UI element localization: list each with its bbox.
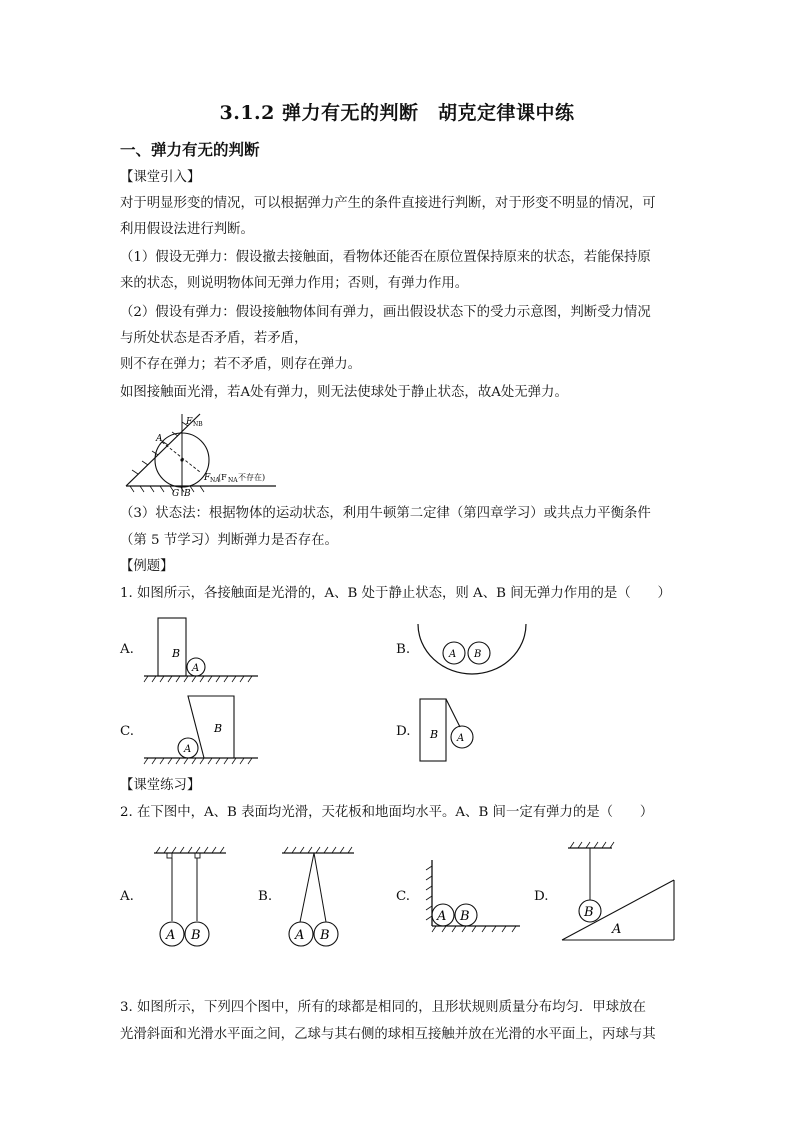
q1b-ball-b: B (474, 649, 482, 660)
fna-note: (F (218, 473, 227, 482)
q2b-ball-a: A (295, 928, 305, 943)
fna-note-subscript: NA (228, 477, 238, 484)
q1-option-c-label: C. (120, 724, 135, 739)
method3-line: （第 5 节学习）判断弹力是否存在。 (120, 533, 338, 548)
q2-option-d-label: D. (534, 889, 549, 904)
q2c-ball-a: A (437, 909, 447, 924)
point-a-label: A (156, 434, 163, 444)
method3-line: （3）状态法：根据物体的运动状态，利用牛顿第二定律（第四章学习）或共点力平衡条件 (120, 506, 651, 521)
q2b-ball-b: B (320, 928, 330, 943)
method2-line: 与所处状态是否矛盾，若矛盾， (120, 331, 308, 346)
page-title: 3.1.2 弹力有无的判断 胡克定律课中练 (219, 102, 575, 124)
incline-ball-figure (118, 410, 288, 500)
q1-option-d-label: D. (396, 724, 411, 739)
q1-figure-b (412, 612, 532, 677)
q2-option-a-label: A. (120, 889, 134, 904)
method1-line: （1）假设无弹力：假设撤去接触面，看物体还能否在原位置保持原来的状态，若能保持原 (120, 250, 651, 265)
q2-option-b-label: B. (258, 889, 273, 904)
practice-label: 【课堂练习】 (120, 778, 201, 793)
point-b-label: B (184, 489, 191, 499)
intro-label: 【课堂引入】 (120, 170, 201, 185)
example-line: 如图接触面光滑，若A处有弹力，则无法使球处于静止状态，故A处无弹力。 (120, 385, 568, 400)
q1a-ball-a: A (192, 663, 200, 674)
q1c-block-b: B (214, 722, 223, 735)
question-3-line: 光滑斜面和光滑水平面之间，乙球与其右侧的球相互接触并放在光滑的水平面上，丙球与其 (120, 1027, 656, 1042)
q2c-ball-b: B (460, 909, 470, 924)
question-2: 2. 在下图中，A、B 表面均光滑，天花板和地面均水平。A、B 间一定有弹力的是（ ） (120, 805, 654, 820)
q1-figure-c (140, 690, 265, 770)
method2-line: 则不存在弹力；若不矛盾，则存在弹力。 (120, 357, 362, 372)
method2-line: （2）假设有弹力：假设接触物体间有弹力，画出假设状态下的受力示意图，判断受力情况 (120, 305, 651, 320)
q2-figure-a (150, 843, 230, 953)
fna-label: F (204, 473, 211, 483)
question-1: 1. 如图所示，各接触面是光滑的，A、B 处于静止状态，则 A、B 间无弹力作用的是（ ） (120, 586, 671, 601)
q1-option-b-label: B. (396, 642, 411, 657)
q2a-ball-a: A (166, 928, 176, 943)
fnb-subscript: NB (193, 421, 203, 428)
intro-paragraph-line: 对于明显形变的情况，可以根据弹力产生的条件直接进行判断，对于形变不明显的情况，可 (120, 196, 656, 211)
q2-option-c-label: C. (396, 889, 411, 904)
q2-figure-b (278, 843, 358, 953)
method1-line: 来的状态，则说明物体间无弹力作用；否则，有弹力作用。 (120, 276, 469, 291)
q1c-ball-a: A (184, 744, 192, 755)
q2-figure-d (560, 840, 680, 944)
q1d-block-b: B (430, 728, 439, 741)
point-g-label: G (172, 489, 180, 499)
fna-subscript: NA (210, 477, 220, 484)
q2d-ball-b: B (584, 905, 594, 920)
fnb-label: F (186, 417, 193, 427)
section-heading: 一、弹力有无的判断 (120, 140, 260, 159)
q2a-ball-b: B (191, 928, 201, 943)
q1d-ball-a: A (457, 733, 465, 744)
q1-figure-d (416, 695, 496, 765)
q2-figure-c (422, 856, 526, 936)
q1-option-a-label: A. (120, 642, 134, 657)
question-3-line: 3. 如图所示，下列四个图中，所有的球都是相同的，且形状规则质量分布均匀．甲球放在 (120, 1000, 646, 1015)
q1-figure-a (140, 612, 265, 692)
examples-label: 【例题】 (120, 559, 174, 574)
q1b-ball-a: A (449, 649, 457, 660)
q1a-block-b: B (172, 647, 181, 660)
fna-note-tail: 不存在) (238, 473, 266, 482)
q2d-wedge-a: A (612, 922, 622, 937)
intro-paragraph-line: 利用假设法进行判断。 (120, 222, 254, 237)
